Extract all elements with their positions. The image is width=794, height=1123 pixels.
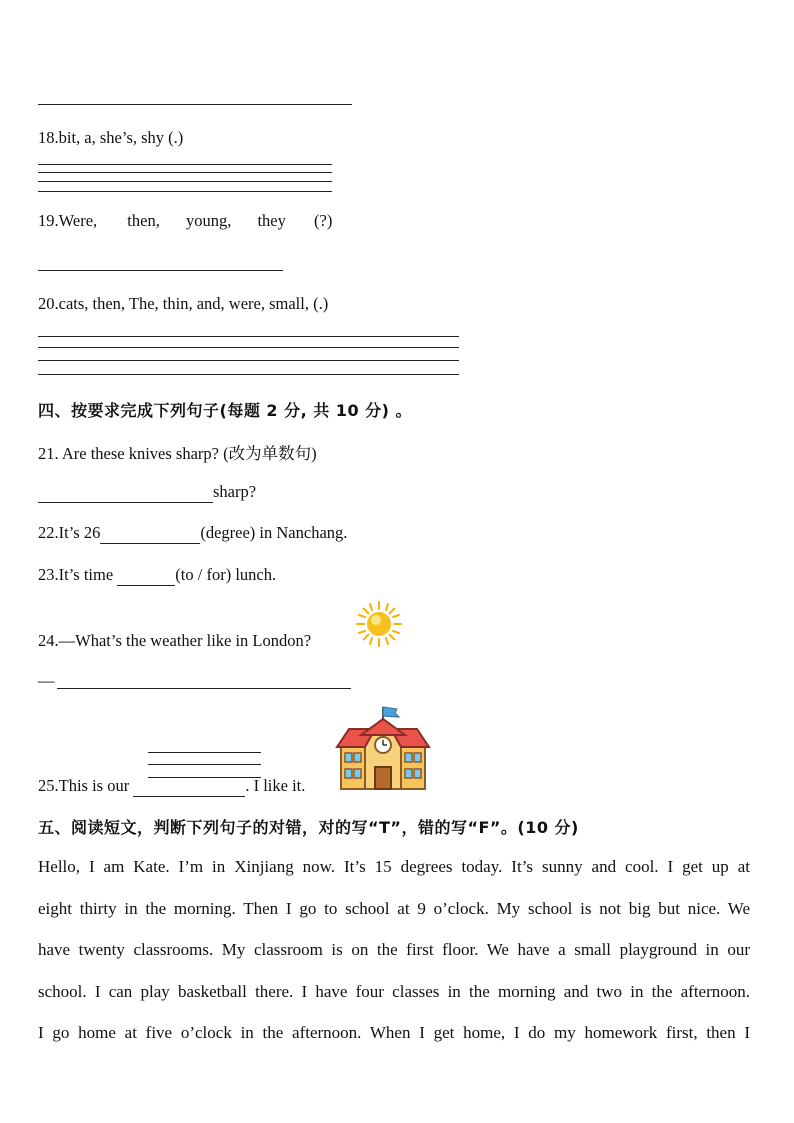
question-19 — [38, 211, 332, 231]
passage-line: I go home at five o’clock in the afternoon. When I get home, I do my homework first, then I — [38, 1023, 750, 1042]
sun-icon — [355, 600, 403, 648]
school-building-icon — [335, 703, 431, 793]
answer-line[interactable] — [38, 374, 459, 375]
scrambled-word: (?) — [314, 211, 333, 230]
answer-blank[interactable] — [133, 776, 245, 797]
scrambled-word: they — [257, 211, 286, 230]
question-22-post: (degree) in Nanchang. — [200, 523, 348, 542]
passage-line: school. I can play basketball there. I have four classes in the morning and two in the afternoon. — [38, 981, 750, 1001]
answer-line[interactable] — [38, 347, 459, 348]
answer-blank[interactable] — [38, 482, 213, 503]
question-23 — [38, 565, 276, 586]
answer-line[interactable] — [38, 191, 332, 192]
scrambled-word: Were, — [58, 211, 98, 230]
passage-line: eight thirty in the morning. Then I go to school at 9 o’clock. My school is not big but nice. We — [38, 898, 750, 918]
question-24: 24.—What’s the weather like in London? — [38, 631, 312, 650]
question-23-pre: 23.It’s time — [38, 565, 118, 584]
answer-line[interactable] — [57, 688, 351, 689]
answer-line[interactable] — [148, 764, 261, 765]
question-25 — [38, 776, 305, 797]
answer-line[interactable] — [38, 360, 459, 361]
question-20: 20.cats, then, The, thin, and, were, small, (.) — [38, 294, 329, 313]
question-22 — [38, 523, 347, 544]
question-25-post: . I like it. — [245, 776, 306, 795]
answer-line[interactable] — [38, 172, 332, 173]
answer-line[interactable] — [148, 752, 261, 753]
passage-line: have twenty classrooms. My classroom is on the first floor. We have a small playground in our — [38, 940, 750, 959]
answer-dash-24: — — [38, 671, 55, 690]
question-23-post: (to / for) lunch. — [175, 565, 277, 584]
question-25-pre: 25.This is our — [38, 776, 134, 795]
answer-line[interactable] — [38, 181, 332, 182]
question-22-pre: 22.It’s 26 — [38, 523, 101, 542]
answer-blank[interactable] — [117, 565, 175, 586]
question-21-tail: sharp? — [213, 482, 257, 501]
scrambled-word: young, — [185, 211, 232, 230]
question-21: 21. Are these knives sharp? (改为单数句) — [38, 444, 317, 463]
answer-line[interactable] — [38, 164, 332, 165]
answer-line[interactable] — [38, 336, 459, 337]
section-four-title: 四、按要求完成下列句子(每题 2 分, 共 10 分) 。 — [38, 401, 413, 420]
reading-passage — [38, 846, 750, 1054]
scrambled-word: then, — [127, 211, 160, 230]
question-18: 18.bit, a, she’s, shy (.) — [38, 128, 184, 147]
answer-line[interactable] — [38, 270, 283, 271]
answer-row-21 — [38, 482, 256, 503]
answer-blank[interactable] — [100, 523, 200, 544]
section-five-title: 五、阅读短文，判断下列句子的对错，对的写“T”，错的写“F”。(10 分) — [38, 818, 579, 837]
question-number: 19. — [38, 211, 59, 230]
passage-line: Hello, I am Kate. I’m in Xinjiang now. It’s 15 degrees today. It’s sunny and cool. I get up at — [38, 857, 750, 876]
answer-line[interactable] — [38, 104, 352, 105]
